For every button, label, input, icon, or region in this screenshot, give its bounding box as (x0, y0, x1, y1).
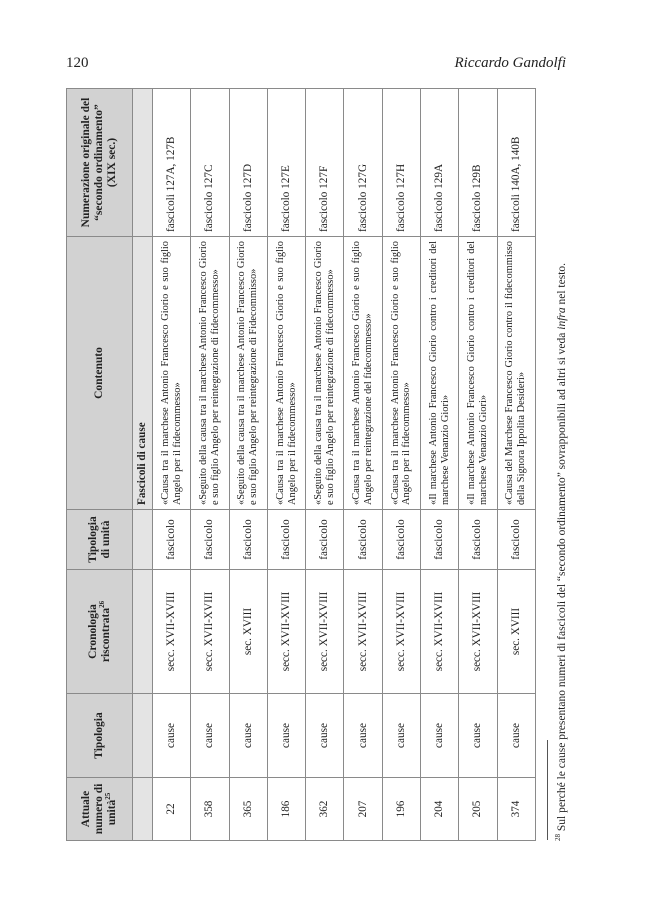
cell-original-numbering: fascicolo 127E (267, 89, 305, 237)
cell-content: «Seguito della causa tra il marchese Antonio Francesco Giorio e suo figlio Angelo per reintegrazione di Fidecommisso» (229, 237, 267, 510)
table-row (306, 89, 344, 841)
footnote (556, 89, 576, 841)
cell-unit-type: fascicolo (421, 510, 459, 570)
cell-original-numbering: fascicolo 127H (382, 89, 420, 237)
archive-table (66, 88, 536, 841)
cell-content: «Causa tra il marchese Antonio Francesco Giorio e suo figlio Angelo per il fidecommesso» (153, 237, 191, 510)
cell-chronology: sec. XVIII (229, 570, 267, 694)
header-current-number: Attuale numero di unità$^{25}$ (67, 778, 133, 841)
cell-type: cause (191, 694, 229, 778)
cell-chronology: secc. XVII-XVIII (421, 570, 459, 694)
table-row (191, 89, 229, 841)
cell-original-numbering: fascicolo 129B (459, 89, 497, 237)
cell-type: cause (421, 694, 459, 778)
cell-original-numbering: fascicoli 140A, 140B (497, 89, 535, 237)
footnote-number: 28 (554, 834, 563, 841)
cell-unit-type: fascicolo (344, 510, 382, 570)
cell-current-number: 374 (497, 778, 535, 841)
cell-unit-type: fascicolo (229, 510, 267, 570)
cell-chronology: sec. XVIII (497, 570, 535, 694)
cell-type: cause (497, 694, 535, 778)
running-header-author: Riccardo Gandolfi (454, 55, 566, 71)
table-header-row (67, 89, 133, 841)
header-chronology: Cronologia riscontrata$^{26}$ (67, 570, 133, 694)
footnote-text: Sul perché le cause presentano numeri di fascicoli del “secondo ordinamento” sovrapponibili ad altri si veda (556, 329, 568, 832)
cell-current-number: 362 (306, 778, 344, 841)
cell-content: «Causa tra il marchese Antonio Francesco Giorio e suo figlio Angelo per reintegrazione del fidecommesso» (344, 237, 382, 510)
cell-chronology: secc. XVII-XVIII (267, 570, 305, 694)
cell-current-number: 365 (229, 778, 267, 841)
section-label: Fascicoli di cause (133, 237, 153, 510)
cell-chronology: secc. XVII-XVIII (459, 570, 497, 694)
cell-type: cause (229, 694, 267, 778)
cell-unit-type: fascicolo (267, 510, 305, 570)
cell-content: «Seguito della causa tra il marchese Antonio Francesco Giorio e suo figlio Angelo per reintegrazione di fidecommesso» (191, 237, 229, 510)
table-row (229, 89, 267, 841)
cell-unit-type: fascicolo (497, 510, 535, 570)
page-number: 120 (66, 55, 89, 71)
table-row (459, 89, 497, 841)
cell-current-number: 207 (344, 778, 382, 841)
cell-chronology: secc. XVII-XVIII (153, 570, 191, 694)
cell-type: cause (267, 694, 305, 778)
footnote-separator (547, 740, 548, 840)
cell-chronology: secc. XVII-XVIII (306, 570, 344, 694)
table-row (153, 89, 191, 841)
table-row (497, 89, 535, 841)
cell-unit-type: fascicolo (306, 510, 344, 570)
table-row (382, 89, 420, 841)
table-row (267, 89, 305, 841)
footnote-text-end: nel testo. (556, 262, 568, 308)
section-row (133, 89, 153, 841)
cell-current-number: 358 (191, 778, 229, 841)
cell-type: cause (459, 694, 497, 778)
table-row (344, 89, 382, 841)
cell-type: cause (306, 694, 344, 778)
header-type: Tipologia (67, 694, 133, 778)
cell-unit-type: fascicolo (459, 510, 497, 570)
cell-current-number: 22 (153, 778, 191, 841)
cell-content: «Il marchese Antonio Francesco Giorio contro i creditori del marchese Venanzio Giori» (459, 237, 497, 510)
cell-content: «Seguito della causa tra il marchese Antonio Francesco Giorio e suo figlio Angelo per reintegrazione di fidecommesso» (306, 237, 344, 510)
cell-original-numbering: fascicolo 127F (306, 89, 344, 237)
cell-original-numbering: fascicolo 127C (191, 89, 229, 237)
cell-content: «Causa del Marchese Francesco Giorio contro il fidecommisso della Signora Ippolita Desideri» (497, 237, 535, 510)
table-row (421, 89, 459, 841)
cell-current-number: 205 (459, 778, 497, 841)
cell-current-number: 196 (382, 778, 420, 841)
cell-current-number: 204 (421, 778, 459, 841)
cell-chronology: secc. XVII-XVIII (382, 570, 420, 694)
cell-original-numbering: fascicolo 127G (344, 89, 382, 237)
cell-type: cause (153, 694, 191, 778)
cell-content: «Causa tra il marchese Antonio Francesco Giorio e suo figlio Angelo per il fidecommesso» (382, 237, 420, 510)
cell-chronology: secc. XVII-XVIII (344, 570, 382, 694)
cell-original-numbering: fascicoli 127A, 127B (153, 89, 191, 237)
cell-unit-type: fascicolo (191, 510, 229, 570)
header-unit-type: Tipologia di unità (67, 510, 133, 570)
header-content: Contenuto (67, 237, 133, 510)
cell-chronology: secc. XVII-XVIII (191, 570, 229, 694)
rotated-table-container (66, 89, 536, 841)
cell-type: cause (382, 694, 420, 778)
header-original-numbering: Numerazione originale del “secondo ordinamento” (XIX sec.) (67, 89, 133, 237)
cell-content: «Causa tra il marchese Antonio Francesco Giorio e suo figlio Angelo per il fidecommesso» (267, 237, 305, 510)
cell-current-number: 186 (267, 778, 305, 841)
cell-unit-type: fascicolo (382, 510, 420, 570)
cell-original-numbering: fascicolo 129A (421, 89, 459, 237)
cell-type: cause (344, 694, 382, 778)
cell-unit-type: fascicolo (153, 510, 191, 570)
cell-original-numbering: fascicolo 127D (229, 89, 267, 237)
cell-content: «Il marchese Antonio Francesco Giorio contro i creditori del marchese Venanzio Giori» (421, 237, 459, 510)
footnote-italic: infra (556, 307, 568, 330)
